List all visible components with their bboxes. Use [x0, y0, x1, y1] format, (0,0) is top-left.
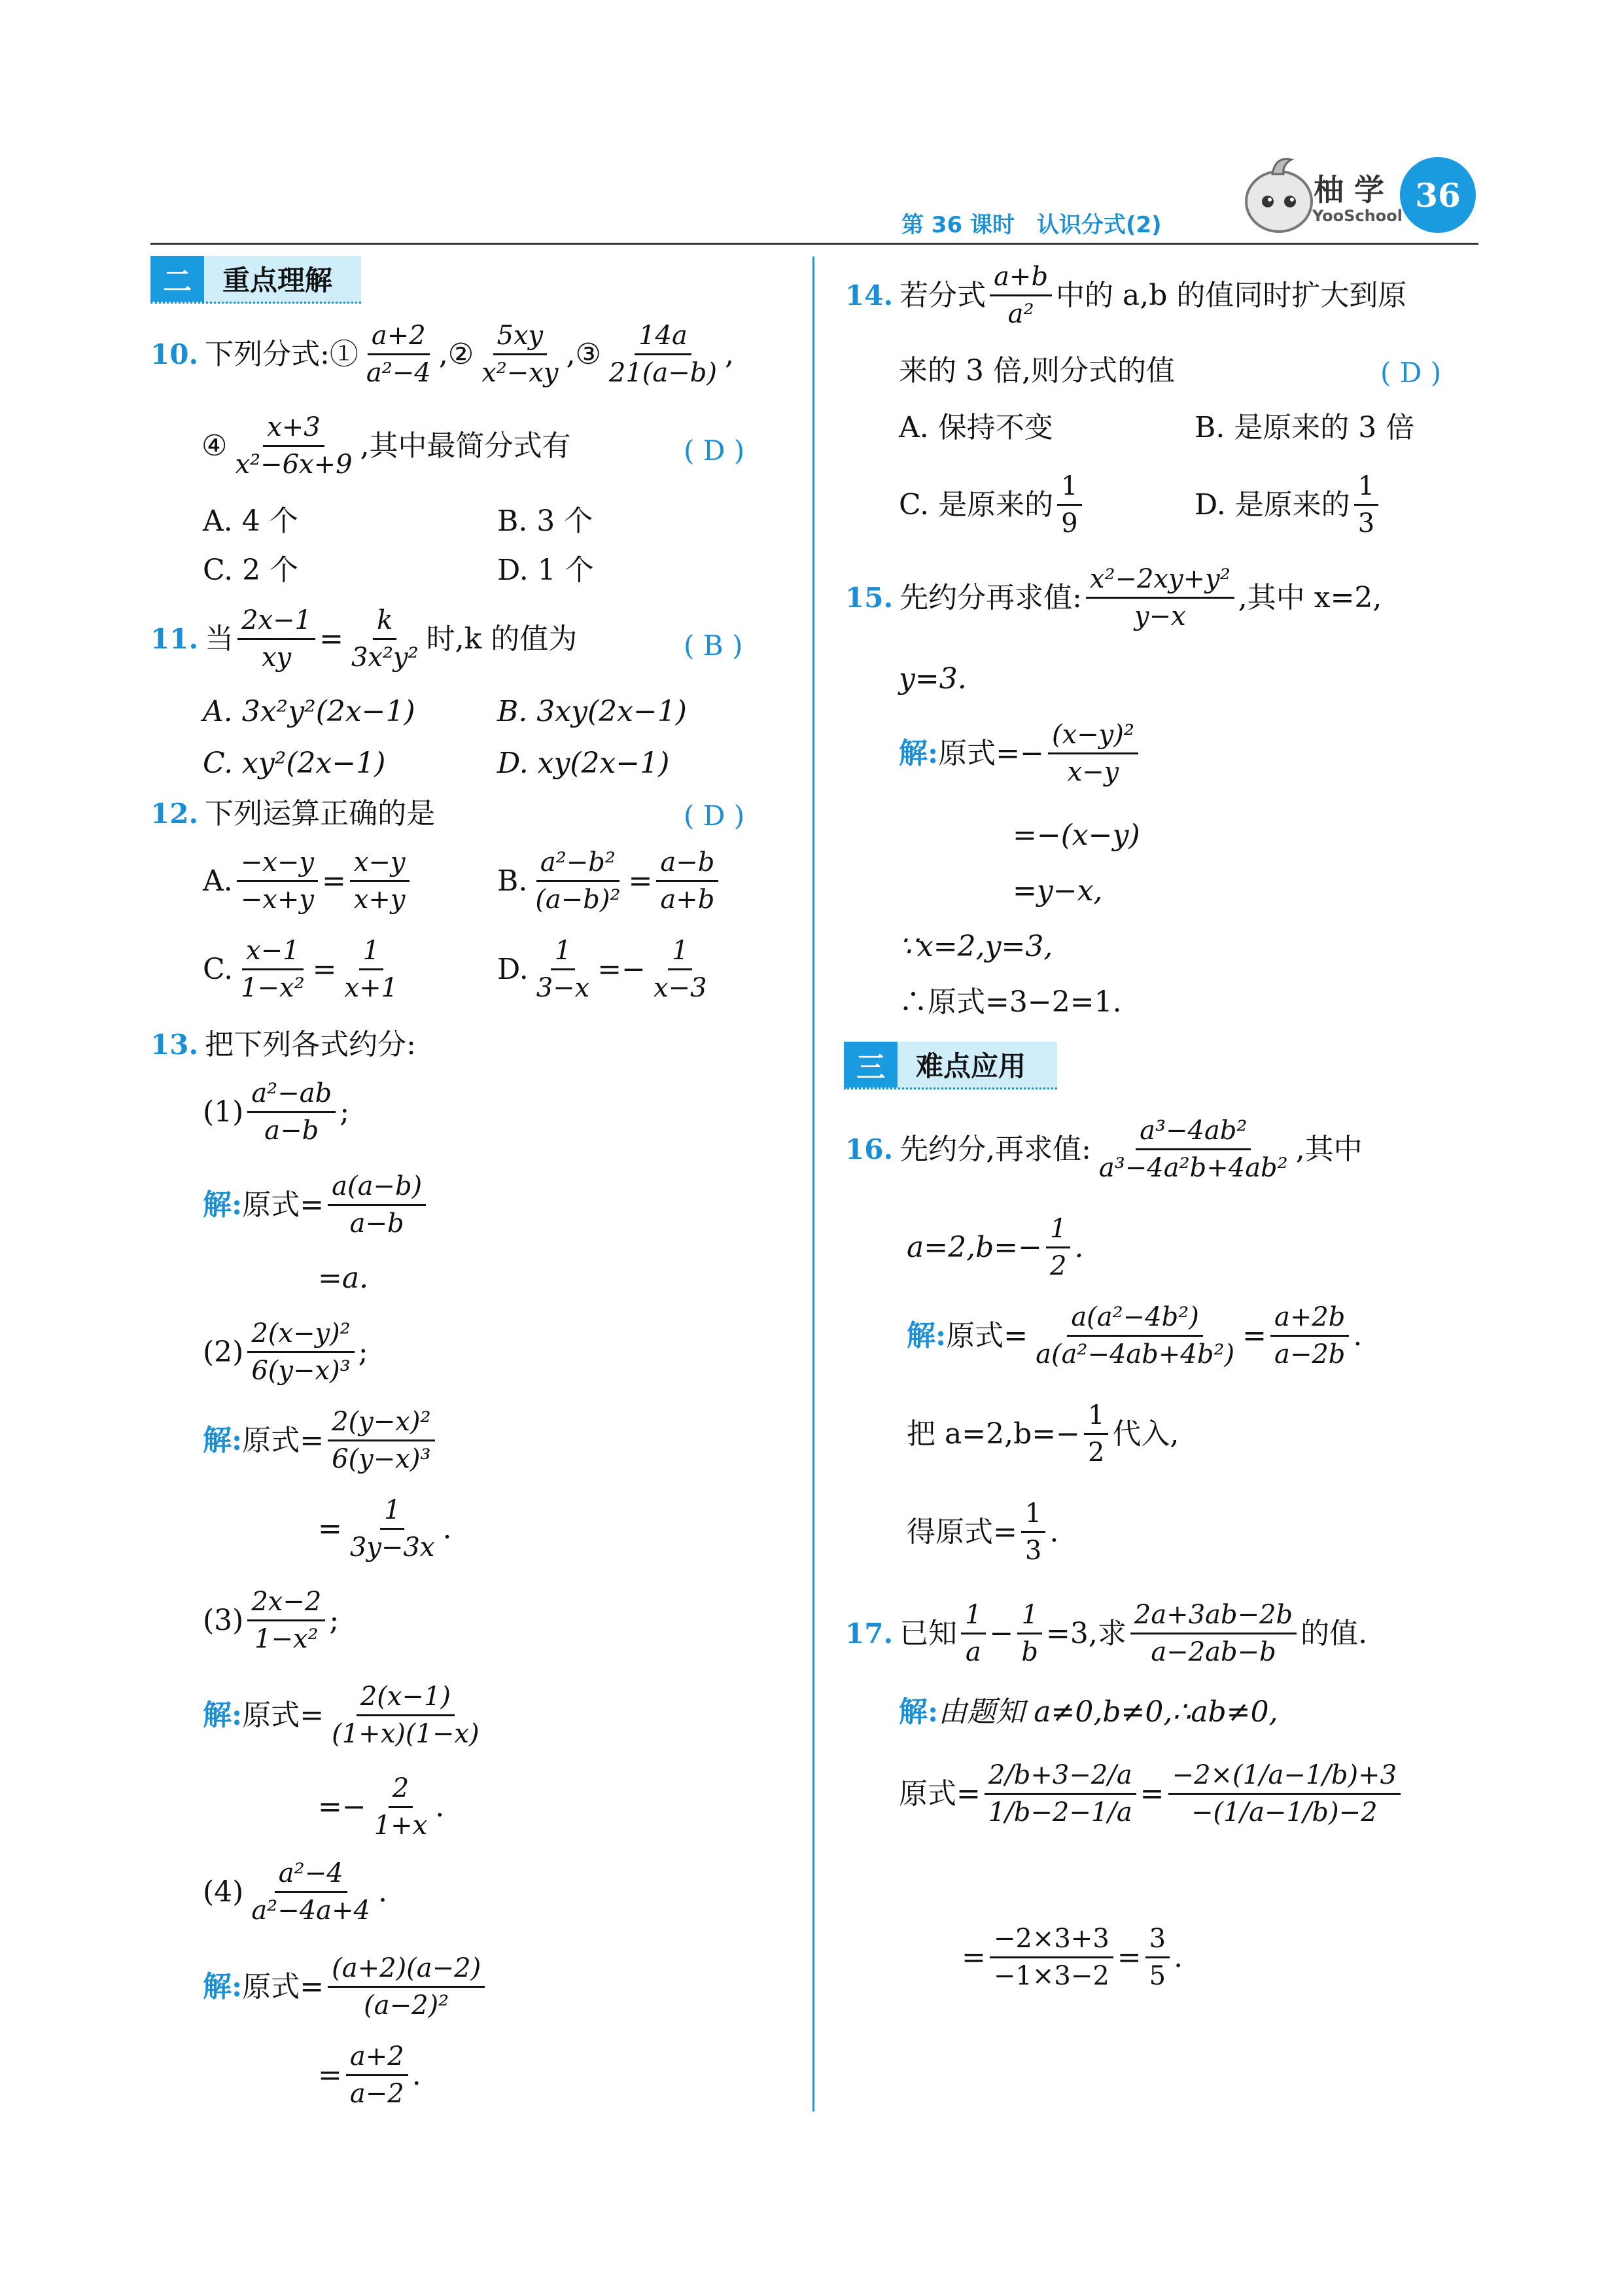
- part-3: (3) $\frac{2x-2}{\text{1−x²}}$ ;: [203, 1587, 340, 1654]
- option-C: C. $\frac{x-1}{\text{1−x²}}$ = $\frac{1}{x+1}$: [203, 936, 398, 1003]
- solution-15-step2: =−(x−y): [1013, 819, 1140, 852]
- solution-16: 解: 原式= $\frac{\text{a(a²−4b²)}}{\text{a(a²−4ab+4b²)}}$ = $\frac{a+2b}{a-2b}$ .: [907, 1302, 1363, 1369]
- option-B: B. $\frac{\text{a²−b²}}{\text{(a−b)²}}$ = $\frac{a-b}{a+b}$: [497, 847, 722, 915]
- mascot-icon: [1236, 150, 1321, 236]
- option-A: A. 保持不变: [899, 411, 1053, 444]
- question-14-line2: 来的 3 倍,则分式的值: [899, 354, 1175, 387]
- solution-16-result: 得原式= $\frac{1}{3}$ .: [907, 1498, 1059, 1566]
- solution-3-result: =− $\frac{2}{1+x}$ .: [318, 1773, 445, 1841]
- separator: ,②: [438, 337, 474, 371]
- solution-2-result: = $\frac{1}{3y-3x}$ .: [318, 1495, 452, 1563]
- question-text: ,其中最简分式有: [360, 429, 571, 463]
- question-stem: 下列分式:①: [205, 337, 358, 371]
- part-1: (1) $\frac{\text{a²−ab}}{a-b}$ ;: [203, 1078, 350, 1146]
- option-C: C. xy²(2x−1): [203, 747, 386, 780]
- solution-17-line3: = $\frac{-2\times 3+3}{-1\times 3-2}$ = $\frac{3}{5}$ .: [962, 1924, 1183, 1991]
- section-header-key-understanding: [150, 256, 361, 304]
- option-D: D. xy(2x−1): [497, 747, 670, 780]
- fraction-1: $\frac{a+2}{\text{a²−4}}$: [366, 321, 431, 388]
- option-D: D. $\frac{1}{3-x}$ =− $\frac{1}{x-3}$: [497, 936, 707, 1003]
- question-14: 14. 若分式 $\frac{a+b}{\text{a²}}$ 中的 a,b 的值同时扩大到原: [845, 262, 1407, 329]
- question-12: [150, 797, 436, 830]
- option-A: A. 4 个: [203, 504, 298, 538]
- fraction-2: $\frac{k}{\text{3x²y²}}$: [351, 605, 419, 673]
- solution-17-line2: 原式= $\frac{2/b+3-2/a}{1/b-2-1/a}$ = $\frac{-2\times(1/a-1/b)+3}{-(1/a-1/b)-2}$: [899, 1760, 1405, 1828]
- solution-15-step3: =y−x,: [1013, 874, 1103, 908]
- answer-14: ( D ): [1380, 357, 1442, 389]
- solution-17-line1: 解:由题知 a≠0,b≠0,∴ab≠0,: [899, 1695, 1278, 1729]
- brand-logo: [1236, 150, 1406, 236]
- answer-12: ( D ): [684, 800, 745, 832]
- solution-15-step5: ∴原式=3−2=1.: [899, 985, 1122, 1019]
- option-C: C. 2 个: [203, 554, 299, 587]
- option-B: B. 是原来的 3 倍: [1195, 411, 1415, 444]
- solution-4: 解: 原式= $\frac{(a+2)(a-2)}{\text{(a−2)²}}$: [203, 1953, 489, 2021]
- part-4: (4) $\frac{\text{a²−4}}{\text{a²−4a+4}}$ .: [203, 1858, 387, 1926]
- option-B: B. 3xy(2x−1): [497, 695, 687, 728]
- question-15-line2: y=3.: [899, 662, 967, 696]
- solution-1-result: =a.: [318, 1262, 369, 1295]
- part-2: (2) $\frac{\text{2(x−y)²}}{\text{6(y−x)³}}$ ;: [203, 1318, 368, 1386]
- answer-11: ( B ): [684, 629, 743, 662]
- solution-15: 解: 原式=− $\frac{\text{(x−y)²}}{x-y}$: [899, 720, 1142, 787]
- section-title: 难点应用: [916, 1050, 1026, 1082]
- question-13: [150, 1028, 416, 1061]
- question-16: 16. 先约分,再求值: $\frac{\text{a³−4ab²}}{\text{a³−4a²b+4ab²}}$ ,其中: [845, 1116, 1363, 1183]
- section-header-difficult-application: [844, 1042, 1057, 1089]
- option-A: A. 3x²y²(2x−1): [203, 695, 415, 728]
- option-A: A. $\frac{-x-y}{-x+y}$ = $\frac{x-y}{x+y}$: [203, 847, 413, 915]
- header-lesson-title: 第 36 课时 认识分式(2): [901, 212, 1162, 238]
- solution-4-result: = $\frac{a+2}{a-2}$ .: [318, 2041, 421, 2109]
- question-10-line1: [150, 321, 734, 388]
- question-text: 时,k 的值为: [426, 622, 578, 656]
- solution-3: 解: 原式= $\frac{2(x-1)}{(1+x)(1-x)}$: [203, 1682, 480, 1749]
- section-tag: 二: [150, 256, 204, 302]
- question-number: 16.: [845, 1133, 894, 1165]
- equals: =: [319, 622, 343, 656]
- item-marker: ④: [201, 429, 228, 463]
- header-rule: [150, 243, 1478, 245]
- question-number: 15.: [845, 581, 894, 614]
- question-number: 10.: [150, 338, 199, 370]
- question-15: 15. 先约分再求值: $\frac{\text{x²−2xy+y²}}{y-x}$ ,其中 x=2,: [845, 564, 1382, 631]
- question-17: 17. 已知 $\frac{1}{a}$ − $\frac{1}{b}$ =3,求 $\frac{2a+3ab-2b}{a-2ab-b}$ 的值.: [845, 1600, 1368, 1667]
- fraction-2: $\frac{5xy}{\text{x²−xy}}$: [481, 321, 559, 388]
- fraction-1: $\frac{2x-1}{xy}$: [237, 605, 315, 673]
- question-text: 当: [205, 622, 234, 656]
- question-number: 11.: [150, 622, 199, 655]
- column-divider: [812, 256, 814, 2111]
- brand-name: 柚 学: [1314, 172, 1385, 207]
- option-D: D. 是原来的 $\frac{1}{3}$: [1195, 471, 1382, 539]
- option-B: B. 3 个: [497, 504, 593, 538]
- solution-1: 解: 原式= $\frac{a(a-b)}{a-b}$: [203, 1171, 430, 1239]
- question-stem: 下列运算正确的是: [205, 797, 436, 830]
- solution-15-step4: ∵x=2,y=3,: [899, 930, 1053, 963]
- fraction-4: $\frac{x+3}{\text{x²−6x+9}}$: [235, 412, 353, 480]
- solution-16-substitute: 把 a=2,b=− $\frac{1}{2}$ 代入,: [907, 1400, 1179, 1468]
- option-D: D. 1 个: [497, 554, 594, 587]
- section-title: 重点理解: [222, 264, 333, 296]
- answer-10: ( D ): [684, 434, 745, 467]
- question-number: 12.: [150, 798, 199, 830]
- section-tag: 三: [844, 1042, 898, 1087]
- question-number: 17.: [845, 1617, 894, 1650]
- question-11: [150, 605, 577, 673]
- option-C: C. 是原来的 $\frac{1}{9}$: [899, 471, 1086, 539]
- question-16-line2: a=2,b=− $\frac{1}{2}$ .: [907, 1214, 1084, 1281]
- question-stem: 把下列各式约分:: [205, 1028, 416, 1061]
- page-number-badge: 36: [1400, 157, 1476, 233]
- fraction-3: $\frac{14a}{21(a-b)}$: [608, 321, 717, 388]
- question-number: 13.: [150, 1029, 199, 1061]
- separator: ,: [724, 337, 734, 371]
- question-10-line2: [201, 412, 571, 480]
- separator: ,③: [566, 337, 601, 371]
- question-number: 14.: [845, 279, 894, 311]
- solution-2: 解: 原式= $\frac{\text{2(y−x)²}}{\text{6(y−x)³}}$: [203, 1407, 439, 1474]
- brand-english: YooSchool: [1312, 207, 1403, 225]
